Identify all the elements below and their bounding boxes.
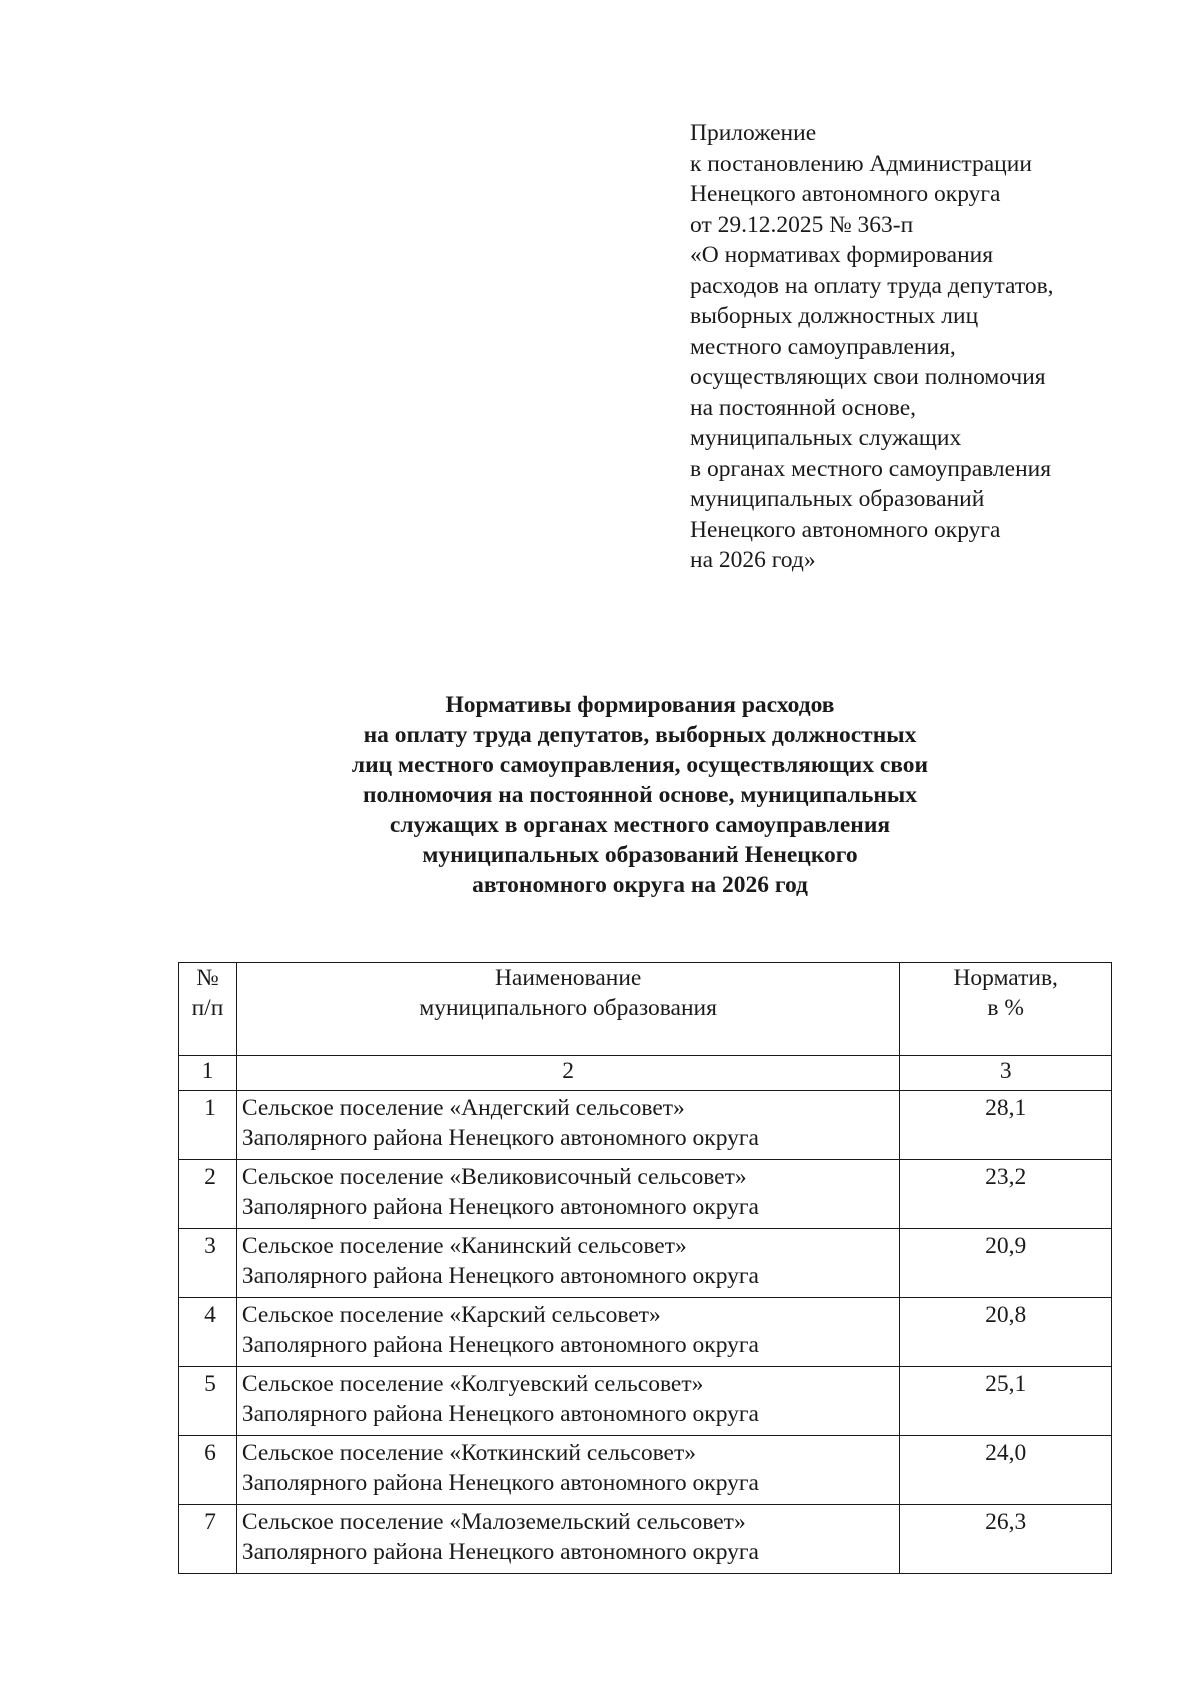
row-name-line: Сельское поселение «Коткинский сельсовет» bbox=[241, 1440, 697, 1466]
header-value-line: в % bbox=[987, 995, 1024, 1021]
row-name-line: Заполярного района Ненецкого автономного округа bbox=[241, 1539, 759, 1565]
row-value: 25,1 bbox=[900, 1367, 1112, 1436]
title-line: муниципальных образований Ненецкого bbox=[422, 842, 858, 868]
appendix-line: муниципальных образований bbox=[690, 486, 985, 512]
column-index-cell: 1 bbox=[179, 1056, 237, 1091]
header-name-cell bbox=[236, 963, 899, 1056]
row-name-line: Сельское поселение «Карский сельсовет» bbox=[241, 1302, 661, 1328]
appendix-line: Ненецкого автономного округа bbox=[690, 516, 1001, 543]
table-row bbox=[179, 1160, 1112, 1229]
row-name-line: Сельское поселение «Малоземельский сельсовет» bbox=[241, 1509, 746, 1535]
title-line: Нормативы формирования расходов bbox=[445, 692, 835, 718]
appendix-line: местного самоуправления, bbox=[690, 333, 956, 360]
row-number: 4 bbox=[179, 1298, 237, 1367]
row-name-line: Сельское поселение «Андегский сельсовет» bbox=[241, 1095, 685, 1121]
appendix-line: к постановлению Администрации bbox=[690, 150, 1032, 177]
row-value: 24,0 bbox=[900, 1436, 1112, 1505]
appendix-line: осуществляющих свои полномочия bbox=[690, 364, 1046, 390]
title-line: на оплату труда депутатов, выборных должностных bbox=[363, 722, 917, 748]
appendix-line: в органах местного самоуправления bbox=[690, 455, 1052, 482]
appendix-line: Приложение bbox=[690, 120, 817, 146]
header-name-line: Наименование bbox=[494, 965, 642, 991]
appendix-line: от 29.12.2025 № 363-п bbox=[690, 211, 914, 238]
row-value: 23,2 bbox=[900, 1160, 1112, 1229]
header-value-line: Норматив, bbox=[953, 965, 1058, 991]
table-row bbox=[179, 1436, 1112, 1505]
title-line: лиц местного самоуправления, осуществляющих свои bbox=[351, 752, 929, 778]
row-name-line: Заполярного района Ненецкого автономного округа bbox=[241, 1332, 759, 1358]
row-name-line: Сельское поселение «Великовисочный сельсовет» bbox=[241, 1164, 747, 1190]
row-name-line: Заполярного района Ненецкого автономного округа bbox=[241, 1125, 759, 1151]
appendix-line: выборных должностных лиц bbox=[690, 303, 979, 329]
header-value-cell bbox=[900, 963, 1112, 1056]
table-row bbox=[179, 1229, 1112, 1298]
row-name-line: Заполярного района Ненецкого автономного округа bbox=[241, 1470, 759, 1496]
row-number: 3 bbox=[179, 1229, 237, 1298]
column-index-cell: 3 bbox=[900, 1056, 1112, 1091]
row-name bbox=[236, 1229, 899, 1298]
header-num-line: № bbox=[196, 965, 219, 991]
row-name bbox=[236, 1367, 899, 1436]
row-name bbox=[236, 1298, 899, 1367]
header-name-line: муниципального образования bbox=[419, 995, 717, 1021]
appendix-line: на 2026 год» bbox=[690, 547, 816, 573]
table-row bbox=[179, 1505, 1112, 1574]
row-name-line: Заполярного района Ненецкого автономного округа bbox=[241, 1194, 759, 1220]
row-name-line: Сельское поселение «Канинский сельсовет» bbox=[241, 1233, 687, 1259]
row-value: 28,1 bbox=[900, 1091, 1112, 1160]
appendix-line: Ненецкого автономного округа bbox=[690, 181, 1001, 207]
row-number: 7 bbox=[179, 1505, 237, 1574]
table-row bbox=[179, 1367, 1112, 1436]
document-title bbox=[200, 690, 1080, 900]
row-number: 5 bbox=[179, 1367, 237, 1436]
norms-table bbox=[178, 962, 1112, 1574]
column-index-row bbox=[179, 1056, 1112, 1091]
row-value: 20,8 bbox=[900, 1298, 1112, 1367]
row-name-line: Заполярного района Ненецкого автономного округа bbox=[241, 1401, 759, 1427]
table-row bbox=[179, 1091, 1112, 1160]
table-header-row bbox=[179, 963, 1112, 1056]
appendix-line: на постоянной основе, bbox=[690, 394, 917, 421]
appendix-line: расходов на оплату труда депутатов, bbox=[690, 272, 1054, 299]
title-line: служащих в органах местного самоуправления bbox=[389, 812, 891, 838]
appendix-block bbox=[690, 118, 1170, 576]
row-name bbox=[236, 1091, 899, 1160]
header-num-line: п/п bbox=[191, 995, 224, 1021]
appendix-line: «О нормативах формирования bbox=[690, 242, 994, 268]
header-num-cell bbox=[179, 963, 237, 1056]
row-name-line: Заполярного района Ненецкого автономного округа bbox=[241, 1263, 759, 1289]
row-number: 2 bbox=[179, 1160, 237, 1229]
row-number: 1 bbox=[179, 1091, 237, 1160]
row-name bbox=[236, 1160, 899, 1229]
table-row bbox=[179, 1298, 1112, 1367]
row-name bbox=[236, 1436, 899, 1505]
row-number: 6 bbox=[179, 1436, 237, 1505]
title-line: полномочия на постоянной основе, муниципальных bbox=[362, 782, 918, 808]
column-index-cell: 2 bbox=[236, 1056, 899, 1091]
row-name bbox=[236, 1505, 899, 1574]
row-value: 20,9 bbox=[900, 1229, 1112, 1298]
appendix-line: муниципальных служащих bbox=[690, 425, 962, 451]
title-line: автономного округа на 2026 год bbox=[472, 872, 808, 898]
row-name-line: Сельское поселение «Колгуевский сельсовет» bbox=[241, 1371, 704, 1397]
row-value: 26,3 bbox=[900, 1505, 1112, 1574]
